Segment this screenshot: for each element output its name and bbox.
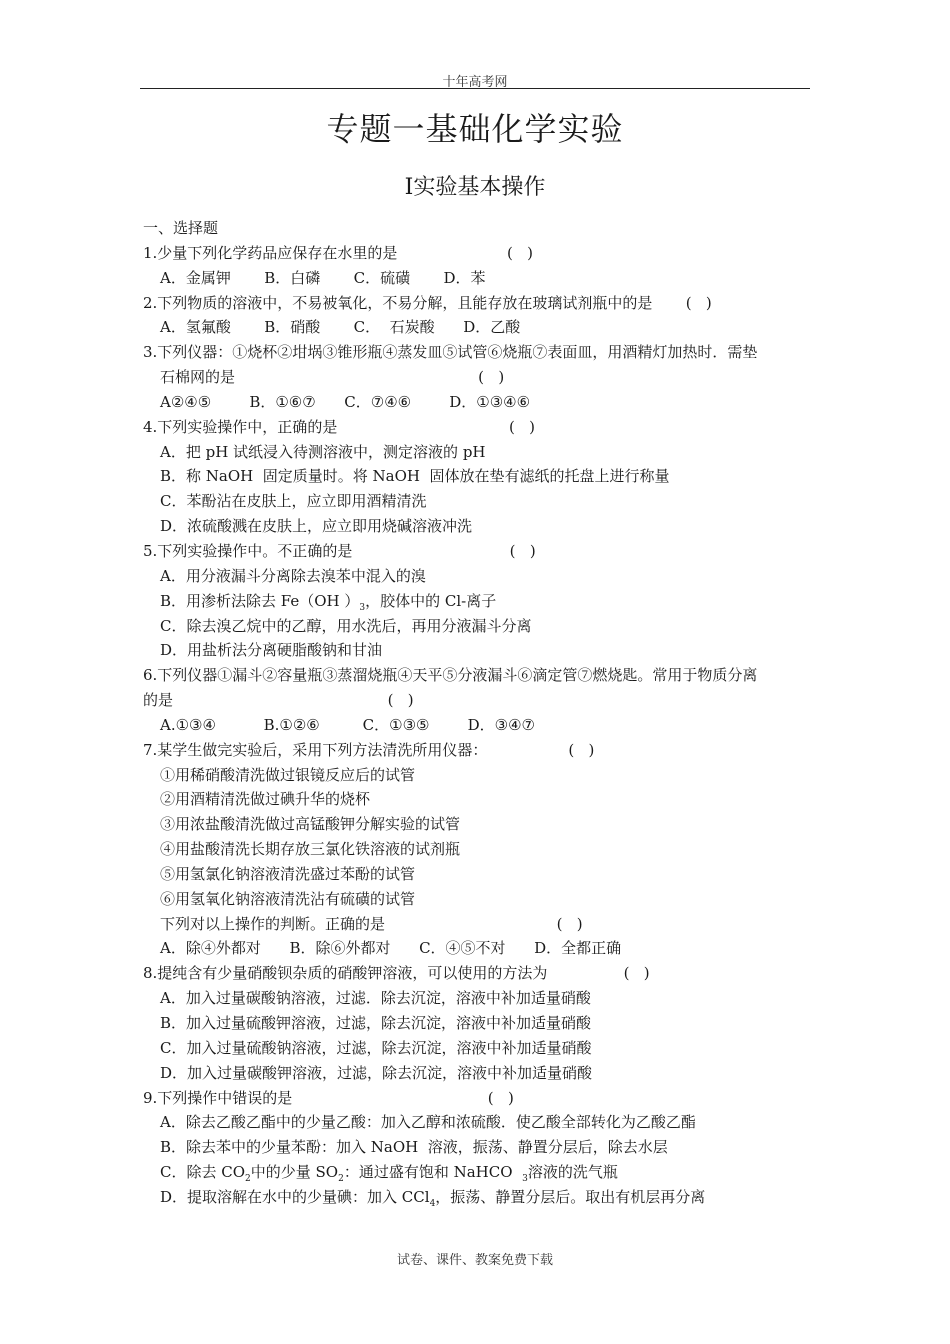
option-c-part: ：通过盛有饱和 NaHCO — [343, 1163, 523, 1182]
option-d: D．用盐析法分离硬脂酸钠和甘油 — [160, 641, 383, 660]
option-c-part: C．除去 CO — [160, 1163, 246, 1182]
list-item: ⑥用氢氧化钠溶液清洗沾有硫磺的试管 — [160, 889, 416, 908]
option-d-part: ，振荡、静置分层后。取出有机层再分离 — [435, 1187, 706, 1206]
question-stem: 2.下列物质的溶液中，不易被氧化，不易分解，且能存放在玻璃试剂瓶中的是 ( ) — [143, 293, 712, 312]
list-item: ②用酒精清洗做过碘升华的烧杯 — [160, 790, 371, 809]
option-c-part: 中的少量 SO — [250, 1163, 339, 1182]
question-stem-continued: 石棉网的是 ( ) — [160, 368, 505, 387]
header-divider — [140, 88, 810, 89]
option-b: B．称 NaOH 固定质量时。将 NaOH 固体放在垫有滤纸的托盘上进行称量 — [160, 467, 670, 486]
question-list — [143, 216, 813, 1210]
option-c — [143, 1160, 813, 1185]
option-a: A．加入过量碳酸钠溶液，过滤．除去沉淀，溶液中补加适量硝酸 — [160, 989, 591, 1008]
option-d: D．浓硫酸溅在皮肤上，应立即用烧碱溶液冲洗 — [160, 517, 473, 536]
list-item: ④用盐酸清洗长期存放三氯化铁溶液的试剂瓶 — [160, 840, 461, 859]
section-heading: 一、选择题 — [143, 219, 219, 237]
page-subtitle: I实验基本操作 — [404, 175, 546, 200]
question-stem: 4.下列实验操作中，正确的是 ( ) — [143, 417, 535, 436]
list-item: ①用稀硝酸清洗做过银镜反应后的试管 — [160, 765, 416, 784]
subscript: 3 — [359, 602, 366, 613]
list-item: ③用浓盐酸清洗做过高锰酸钾分解实验的试管 — [160, 815, 461, 834]
option-c: C．苯酚沾在皮肤上，应立即用酒精清洗 — [160, 492, 427, 511]
option-b: B．除去苯中的少量苯酚：加入 NaOH 溶液，振荡、静置分层后，除去水层 — [160, 1138, 668, 1157]
question-stem: 3.下列仪器：①烧杯②坩埚③锥形瓶④蒸发皿⑤试管⑥烧瓶⑦表面皿，用酒精灯加热时．需垫 — [143, 343, 758, 362]
option-c: C．除去溴乙烷中的乙醇，用水洗后，再用分液漏斗分离 — [160, 616, 532, 635]
option-d: D．加入过量碳酸钾溶液，过滤，除去沉淀，溶液中补加适量硝酸 — [160, 1063, 593, 1082]
header-site-name: 十年高考网 — [442, 75, 508, 90]
question-stem: 7.某学生做完实验后，采用下列方法清洗所用仪器： ( ) — [143, 740, 595, 759]
question-stem: 1.少量下列化学药品应保存在水里的是 ( ) — [143, 243, 533, 262]
option-c: C．加入过量硫酸钠溶液，过滤，除去沉淀，溶液中补加适量硝酸 — [160, 1038, 592, 1057]
question-stem: 5.下列实验操作中。不正确的是 ( ) — [143, 541, 536, 560]
footer-text: 试卷、课件、教案免费下载 — [396, 1253, 553, 1268]
question-options: A．金属钾 B．白磷 C．硫磺 D．苯 — [160, 268, 486, 287]
subscript: 2 — [245, 1174, 251, 1185]
option-d-part: D．提取溶解在水中的少量碘：加入 CCl — [160, 1187, 430, 1206]
question-options: A．除④外都对 B．除⑥外都对 C．④⑤不对 D．全都正确 — [160, 939, 622, 958]
list-item: ⑤用氢氯化钠溶液清洗盛过苯酚的试管 — [160, 864, 416, 883]
question-options: A．氢氟酸 B．硝酸 C． 石炭酸 D．乙酸 — [160, 318, 521, 337]
question-stem: 9.下列操作中错误的是 ( ) — [143, 1088, 514, 1107]
subscript: 3 — [522, 1174, 528, 1185]
question-stem: 8.提纯含有少量硝酸钡杂质的硝酸钾溶液，可以使用的方法为 ( ) — [143, 964, 650, 983]
option-b-text: B．用渗析法除去 Fe（OH ） — [160, 591, 360, 610]
option-c-part: 溶液的洗气瓶 — [527, 1163, 618, 1182]
option-a: A．用分液漏斗分离除去溴苯中混入的溴 — [160, 566, 426, 585]
subscript: 2 — [338, 1174, 344, 1185]
option-a: A．把 pH 试纸浸入待测溶液中，测定溶液的 pH — [160, 442, 486, 461]
option-b-tail: ，胶体中的 Cl-离子 — [365, 591, 497, 610]
page-title: 专题一基础化学实验 — [326, 110, 624, 148]
question-options: A.①③④ B.①②⑥ C．①③⑤ D．③④⑦ — [160, 715, 536, 734]
option-b — [143, 589, 813, 614]
question-substem: 下列对以上操作的判断。正确的是 ( ) — [160, 914, 583, 933]
question-stem: 6.下列仪器①漏斗②容量瓶③蒸溜烧瓶④天平⑤分液漏斗⑥滴定管⑦燃烧匙。常用于物质分离 — [143, 666, 758, 685]
option-b: B．加入过量硫酸钾溶液，过滤，除去沉淀，溶液中补加适量硝酸 — [160, 1014, 592, 1032]
question-options: A②④⑤ B．①⑥⑦ C．⑦④⑥ D．①③④⑥ — [160, 392, 531, 411]
question-stem-continued: 的是 ( ) — [143, 691, 414, 710]
option-a: A．除去乙酸乙酯中的少量乙酸：加入乙醇和浓硫酸．使乙酸全部转化为乙酸乙酯 — [160, 1113, 696, 1132]
option-d — [143, 1185, 813, 1210]
subscript: 4 — [429, 1198, 436, 1209]
